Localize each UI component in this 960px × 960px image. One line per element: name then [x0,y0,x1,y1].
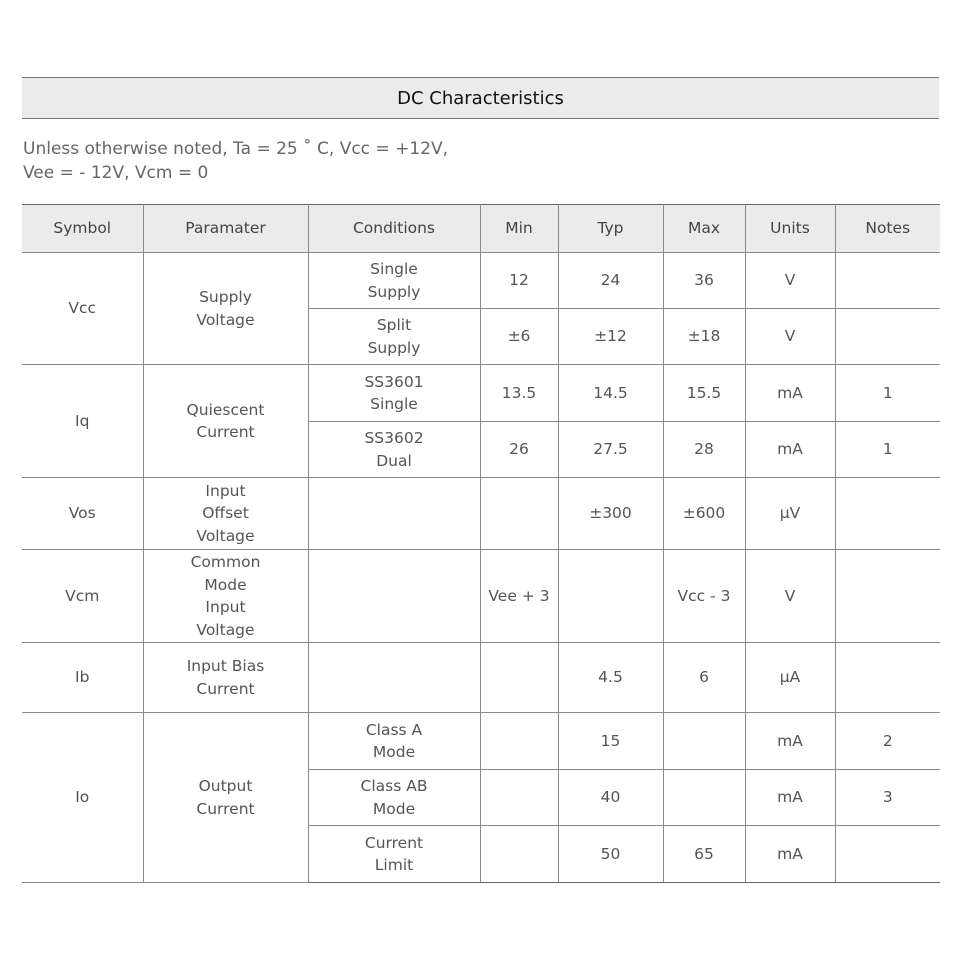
conditions-cell [308,253,480,309]
header-units: Units [745,205,835,253]
note-line: Unless otherwise noted, Ta = 25 ˚ C, Vcc = +12V, [23,139,448,159]
max-cell: 28 [663,422,745,478]
conditions-line: Class A [365,720,423,739]
notes-cell: 3 [835,770,940,826]
table-body [22,253,940,883]
header-row [22,205,940,253]
conditions-line: Supply [367,338,421,357]
min-cell: ±6 [480,309,558,365]
header-conditions: Conditions [308,205,480,253]
symbol-cell: Iq [22,365,143,478]
parameter-line: Input Bias [186,657,265,675]
max-cell: ±18 [663,309,745,365]
header-typ: Typ [558,205,663,253]
max-cell [663,770,745,826]
units-cell: V [745,550,835,643]
conditions-cell [308,643,480,713]
header-notes: Notes [835,205,940,253]
parameter-line: Voltage [196,526,255,545]
conditions-cell [308,826,480,883]
conditions-line: Single [370,260,418,278]
notes-cell: 1 [835,365,940,422]
min-cell: 13.5 [480,365,558,422]
max-cell: ±600 [663,478,745,550]
note-line: Vee = - 12V, Vcm = 0 [23,163,209,183]
notes-cell: 1 [835,422,940,478]
parameter-line: Input [205,598,246,616]
table-row [22,643,940,713]
symbol-cell: Vcm [22,550,143,643]
conditions-line: Current [364,833,424,852]
parameter-cell [143,365,308,478]
conditions-cell [308,713,480,770]
parameter-cell [143,478,308,550]
typ-cell: 40 [558,770,663,826]
parameter-line: Voltage [196,620,255,639]
min-cell [480,643,558,713]
table-row [22,713,940,770]
max-cell: 65 [663,826,745,883]
header-min: Min [480,205,558,253]
parameter-line: Supply [199,288,252,306]
table-row [22,478,940,550]
typ-cell: 14.5 [558,365,663,422]
table-row [22,253,940,309]
conditions-line: Dual [376,451,412,470]
notes-cell [835,309,940,365]
conditions-line: Split [376,316,412,334]
conditions-cell [308,365,480,422]
units-cell: mA [745,365,835,422]
parameter-line: Current [196,423,255,441]
typ-cell: 4.5 [558,643,663,713]
parameter-line: Quiescent [186,400,265,419]
conditions-line: Mode [372,799,416,818]
typ-cell: 27.5 [558,422,663,478]
notes-cell [835,550,940,643]
table-row [22,365,940,422]
conditions-line: SS3602 [364,429,424,447]
notes-cell [835,826,940,883]
symbol-cell: Vos [22,478,143,550]
parameter-cell [143,713,308,883]
conditions-line: SS3601 [364,372,424,391]
parameter-line: Voltage [196,310,255,329]
min-cell: 12 [480,253,558,309]
header-symbol: Symbol [22,205,143,253]
conditions-line: Single [370,395,418,413]
conditions-line: Mode [372,743,416,761]
conditions-cell [308,770,480,826]
typ-cell [558,550,663,643]
typ-cell: 50 [558,826,663,883]
max-cell: 6 [663,643,745,713]
max-cell [663,713,745,770]
typ-cell: 24 [558,253,663,309]
units-cell: V [745,309,835,365]
parameter-cell [143,643,308,713]
min-cell [480,770,558,826]
parameter-line: Input [205,481,246,500]
max-cell: 15.5 [663,365,745,422]
symbol-cell: Ib [22,643,143,713]
notes-cell [835,478,940,550]
section-title-bar [22,77,939,119]
conditions-cell [308,550,480,643]
typ-cell: ±12 [558,309,663,365]
units-cell: mA [745,770,835,826]
conditions-cell [308,422,480,478]
parameter-line: Current [196,799,255,818]
max-cell: 36 [663,253,745,309]
typ-cell: 15 [558,713,663,770]
notes-cell [835,253,940,309]
typ-cell: ±300 [558,478,663,550]
max-cell: Vcc - 3 [663,550,745,643]
min-cell [480,478,558,550]
parameter-line: Output [198,777,253,795]
parameter-line: Current [196,679,255,698]
parameter-line: Offset [202,504,249,523]
units-cell: mA [745,422,835,478]
min-cell: Vee + 3 [480,550,558,643]
conditions-cell [308,478,480,550]
table-row [22,550,940,643]
conditions-line: Class AB [360,777,428,795]
notes-cell: 2 [835,713,940,770]
units-cell: µA [745,643,835,713]
header-parameter: Paramater [143,205,308,253]
min-cell [480,826,558,883]
conditions-line: Limit [374,856,414,874]
conditions-note [23,137,448,185]
units-cell: mA [745,713,835,770]
section-title: DC Characteristics [397,87,564,109]
units-cell: V [745,253,835,309]
conditions-cell [308,309,480,365]
parameter-line: Common [190,553,261,571]
min-cell: 26 [480,422,558,478]
parameter-cell [143,550,308,643]
symbol-cell: Vcc [22,253,143,365]
dc-characteristics-table [22,204,940,883]
units-cell: µV [745,478,835,550]
units-cell: mA [745,826,835,883]
header-max: Max [663,205,745,253]
notes-cell [835,643,940,713]
parameter-cell [143,253,308,365]
parameter-line: Mode [204,575,247,594]
symbol-cell: Io [22,713,143,883]
min-cell [480,713,558,770]
conditions-line: Supply [367,282,421,301]
